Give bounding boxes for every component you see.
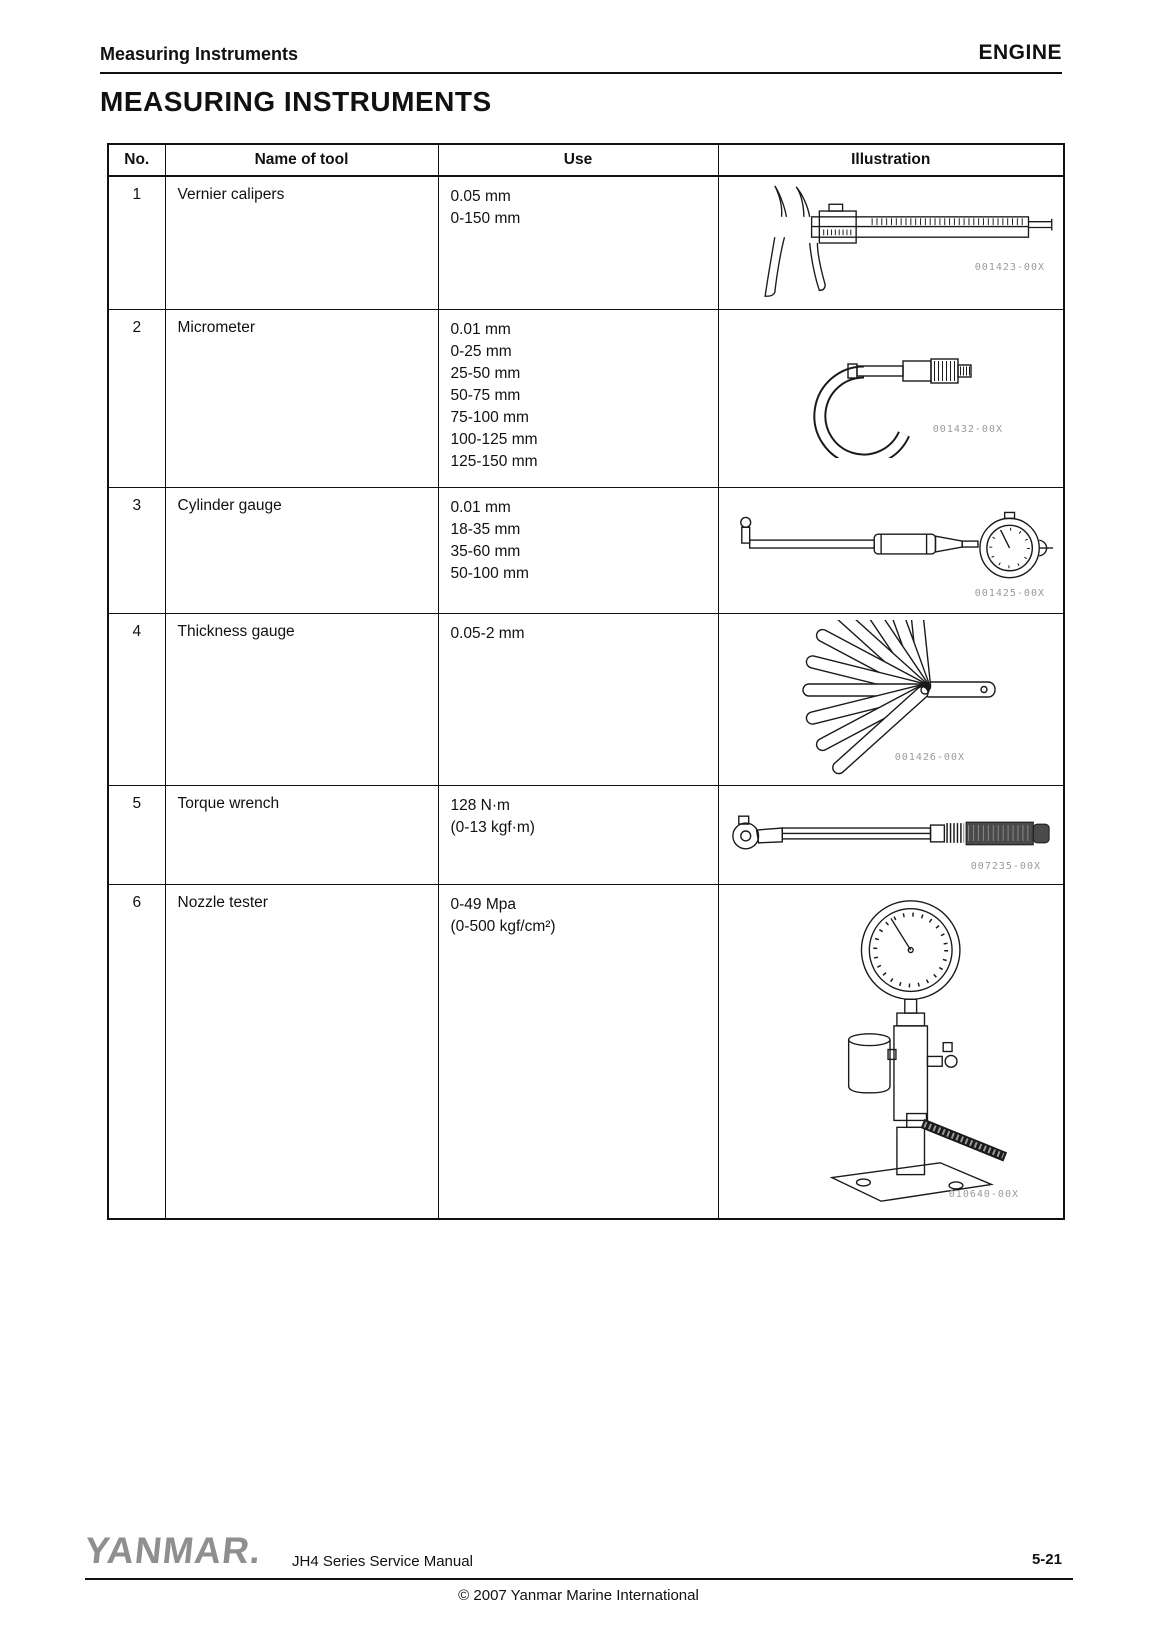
illustration-code: 001423-00X: [974, 261, 1045, 273]
table-row: [108, 176, 1064, 309]
header-rule: [100, 72, 1062, 74]
row-number: 3: [108, 487, 165, 613]
table-row: [108, 309, 1064, 487]
tool-illustration-cell: [718, 785, 1064, 884]
tool-name: Nozzle tester: [165, 884, 438, 1219]
row-number: 1: [108, 176, 165, 309]
illustration-code: 001425-00X: [974, 587, 1045, 599]
header-chapter-label: ENGINE: [978, 41, 1062, 64]
tool-use: 0.01 mm 18-35 mm 35-60 mm 50-100 mm: [438, 487, 718, 613]
vernier-calipers-icon: [726, 182, 1056, 304]
tool-name: Vernier calipers: [165, 176, 438, 309]
illustration-code: 010640-00X: [948, 1189, 1019, 1200]
tool-use: 128 N·m (0-13 kgf·m): [438, 785, 718, 884]
illustration-code: 007235-00X: [970, 860, 1041, 872]
cylinder-gauge-icon: [723, 500, 1059, 600]
footer-rule: [85, 1578, 1073, 1580]
thickness-gauge-icon: [773, 620, 1008, 778]
measuring-instruments-table: [107, 143, 1065, 1220]
tool-name: Cylinder gauge: [165, 487, 438, 613]
tool-name: Torque wrench: [165, 785, 438, 884]
footer-manual-title: JH4 Series Service Manual: [292, 1553, 473, 1570]
nozzle-tester-icon: [761, 889, 1021, 1214]
table-header-row: [108, 144, 1064, 176]
table-row: [108, 613, 1064, 785]
micrometer-icon: [786, 338, 996, 458]
tool-name: Micrometer: [165, 309, 438, 487]
tool-use: 0-49 Mpa (0-500 kgf/cm²): [438, 884, 718, 1219]
tool-use: 0.01 mm 0-25 mm 25-50 mm 50-75 mm 75-100 mm 100-125 mm 125-150 mm: [438, 309, 718, 487]
col-header-use: Use: [438, 144, 718, 176]
tool-illustration-cell: [718, 309, 1064, 487]
tool-name: Thickness gauge: [165, 613, 438, 785]
col-header-illustration: Illustration: [718, 144, 1064, 176]
row-number: 4: [108, 613, 165, 785]
table-row: [108, 487, 1064, 613]
torque-wrench-icon: [723, 800, 1059, 862]
tool-use: 0.05-2 mm: [438, 613, 718, 785]
table-row: [108, 884, 1064, 1219]
header-section-label: Measuring Instruments: [100, 44, 299, 64]
yanmar-logo: YANMAR.: [82, 1530, 264, 1571]
tool-illustration-cell: [718, 176, 1064, 309]
illustration-code: 001426-00X: [894, 751, 965, 763]
col-header-name: Name of tool: [165, 144, 438, 176]
footer-copyright: © 2007 Yanmar Marine International: [458, 1587, 699, 1604]
tool-illustration-cell: [718, 613, 1064, 785]
row-number: 2: [108, 309, 165, 487]
row-number: 6: [108, 884, 165, 1219]
tool-use: 0.05 mm 0-150 mm: [438, 176, 718, 309]
col-header-no: No.: [108, 144, 165, 176]
row-number: 5: [108, 785, 165, 884]
tool-illustration-cell: [718, 487, 1064, 613]
illustration-code: 001432-00X: [932, 423, 1003, 435]
page-title: MEASURING INSTRUMENTS: [100, 86, 492, 117]
tool-illustration-cell: [718, 884, 1064, 1219]
table-row: [108, 785, 1064, 884]
footer-page-number: 5-21: [1031, 1551, 1062, 1568]
